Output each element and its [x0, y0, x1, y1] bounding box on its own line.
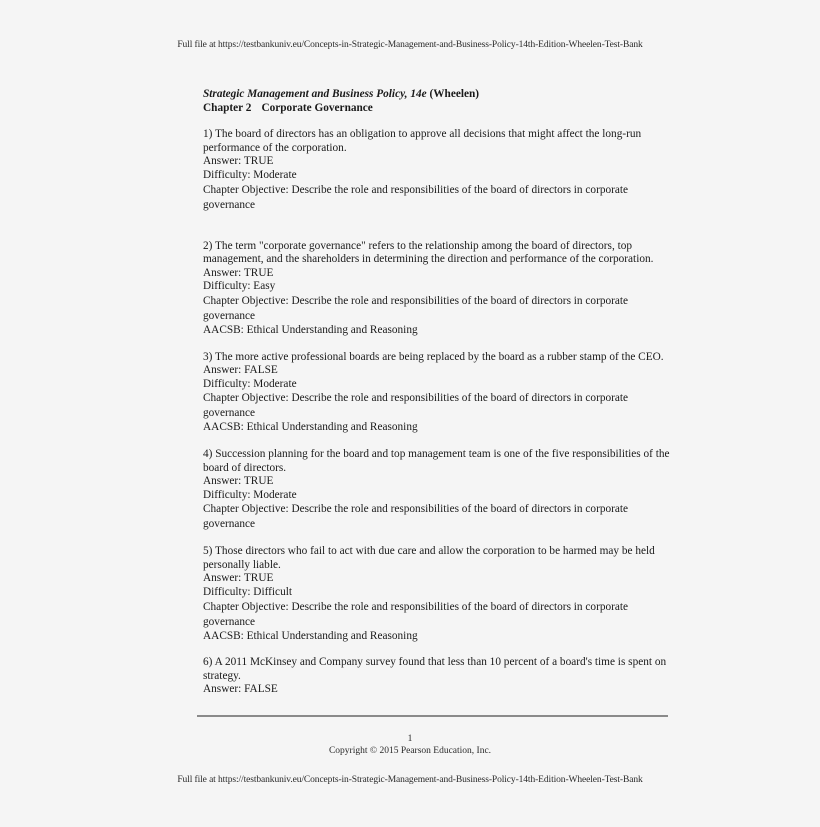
question-objective: Chapter Objective: Describe the role and responsibilities of the board of directors in corporate governance — [203, 294, 629, 322]
question-1 — [203, 128, 673, 212]
chapter-number: Chapter 2 — [203, 101, 252, 114]
question-answer: Answer: TRUE — [203, 572, 274, 585]
question-difficulty: Difficulty: Moderate — [203, 377, 297, 390]
question-answer: Answer: TRUE — [203, 155, 274, 168]
question-text: 2) The term "corporate governance" refers to the relationship among the board of directors, top management, and the shareholders in determining the direction and performance of the corporation. — [203, 239, 654, 266]
question-difficulty: Difficulty: Moderate — [203, 488, 297, 501]
question-objective: Chapter Objective: Describe the role and responsibilities of the board of directors in corporate governance — [203, 503, 629, 531]
question-text: 4) Succession planning for the board and top management team is one of the five responsibilities of the board of directors. — [203, 447, 670, 474]
page-break-divider — [197, 715, 668, 717]
question-text: 5) Those directors who fail to act with due care and allow the corporation to be harmed may be held personally liable. — [203, 545, 655, 571]
page-number: 1 — [407, 734, 413, 744]
question-text: 1) The board of directors has an obligation to approve all decisions that might affect the long-run performance of the corporation. — [203, 128, 642, 154]
question-text: 6) A 2011 McKinsey and Company survey found that less than 10 percent of a board's time is spent on strategy. — [203, 656, 667, 682]
question-3 — [203, 351, 673, 435]
question-aacsb: AACSB: Ethical Understanding and Reasoning — [203, 629, 418, 642]
question-answer: Answer: TRUE — [203, 475, 274, 488]
question-4 — [203, 448, 673, 532]
question-answer: Answer: TRUE — [203, 266, 274, 279]
document-title — [203, 88, 673, 102]
chapter-title: Corporate Governance — [261, 101, 373, 114]
question-objective: Chapter Objective: Describe the role and responsibilities of the board of directors in corporate governance — [203, 183, 629, 211]
copyright-notice: Copyright © 2015 Pearson Education, Inc. — [328, 746, 492, 756]
question-objective: Chapter Objective: Describe the role and responsibilities of the board of directors in corporate governance — [203, 600, 629, 628]
bottom-source-banner: Full file at https://testbankuniv.eu/Concepts-in-Strategic-Management-and-Business-Policy-14th-Edition-Wheelen-Test-Bank — [177, 775, 643, 785]
question-2 — [203, 240, 673, 338]
question-text: 3) The more active professional boards are being replaced by the board as a rubber stamp of the CEO. — [203, 350, 664, 363]
question-answer: Answer: FALSE — [203, 364, 278, 377]
chapter-heading — [203, 102, 673, 116]
document-page — [203, 88, 673, 710]
question-6 — [203, 656, 673, 697]
question-aacsb: AACSB: Ethical Understanding and Reasoning — [203, 323, 418, 336]
question-difficulty: Difficulty: Difficult — [203, 586, 293, 599]
question-answer: Answer: FALSE — [203, 683, 278, 696]
question-difficulty: Difficulty: Moderate — [203, 168, 297, 181]
question-difficulty: Difficulty: Easy — [203, 280, 276, 293]
question-5 — [203, 545, 673, 643]
book-author: (Wheelen) — [426, 88, 480, 100]
question-objective: Chapter Objective: Describe the role and responsibilities of the board of directors in corporate governance — [203, 392, 629, 420]
book-title: Strategic Management and Business Policy, 14e — [203, 88, 427, 100]
top-source-banner: Full file at https://testbankuniv.eu/Concepts-in-Strategic-Management-and-Business-Policy-14th-Edition-Wheelen-Test-Bank — [177, 40, 643, 50]
question-aacsb: AACSB: Ethical Understanding and Reasoning — [203, 421, 418, 434]
